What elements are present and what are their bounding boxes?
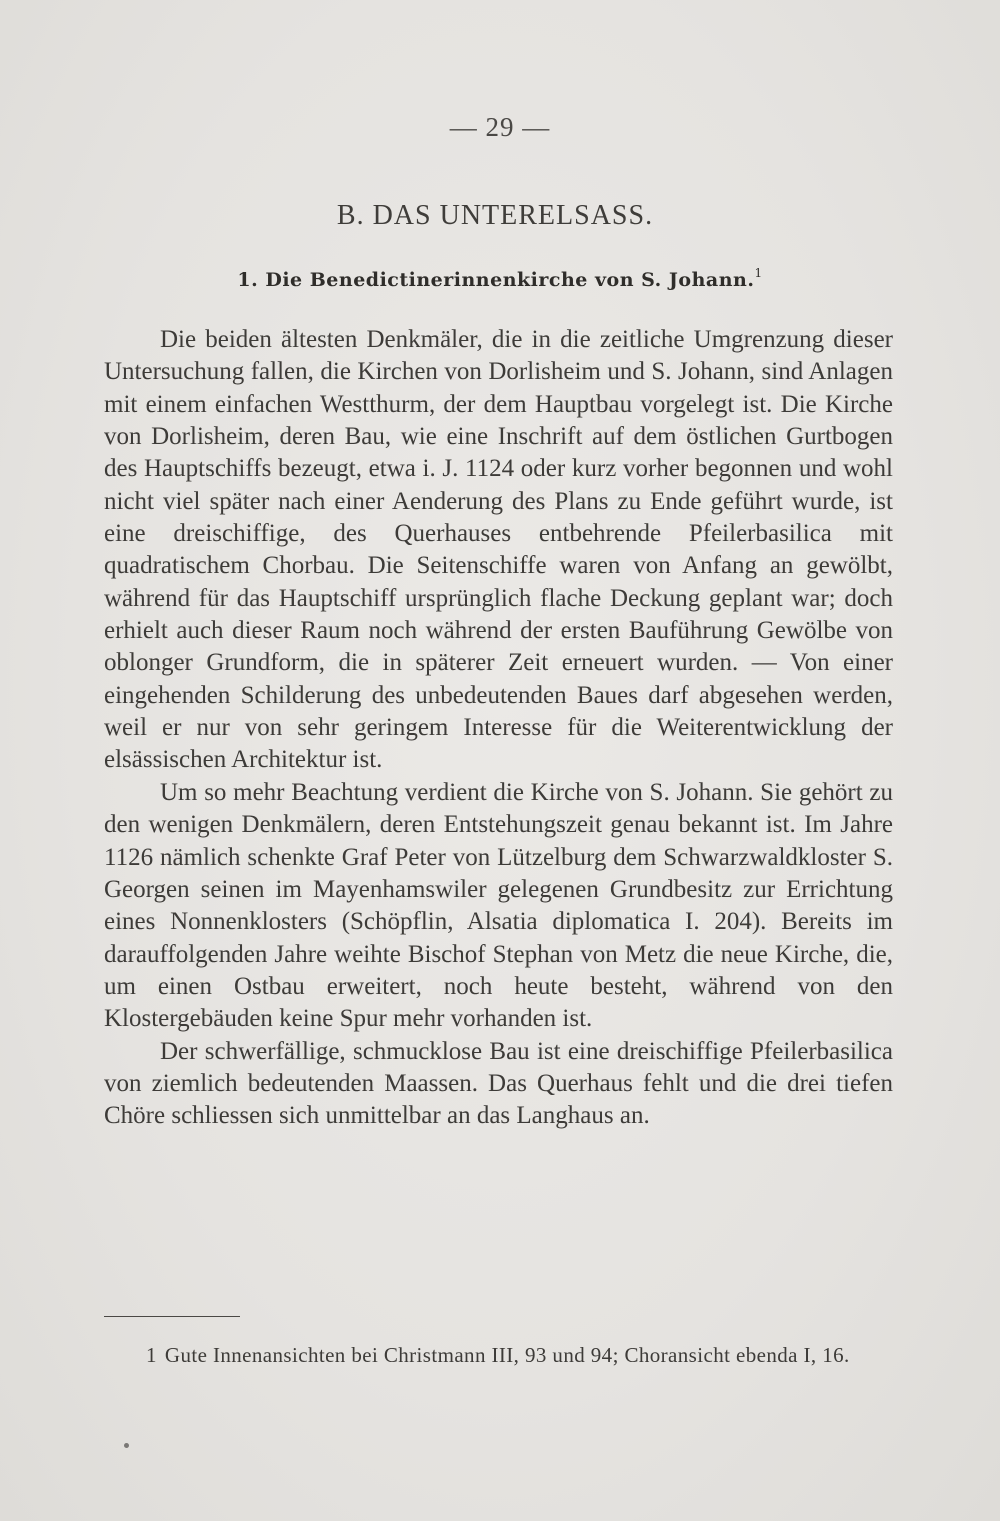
sub-heading	[0, 266, 1000, 291]
section-heading: B. DAS UNTERELSASS.	[336, 200, 654, 231]
footnote	[104, 1342, 893, 1369]
body-text	[104, 324, 893, 1133]
page-number: — 29 —	[449, 112, 551, 142]
sub-heading-text: 1. Die Benedictinerinnenkirche von S. Johann.	[237, 269, 755, 291]
paragraph: Die beiden ältesten Denkmäler, die in die zeitliche Umgrenzung dieser Untersuchung fallen, die Kirchen von Dorlisheim und S. Johann, sind Anlagen mit einem einfachen Westthurm, der dem Hauptbau vorgelegt ist. Die Kirche von Dorlisheim, deren Bau, wie eine Inschrift auf dem östlichen Gurtbogen des Hauptschiffs bezeugt, etwa i. J. 1124 oder kurz vorher begonnen und wohl nicht viel später nach einer Aenderung des Plans zu Ende geführt wurde, ist eine dreischiffige, des Querhauses entbehrende Pfeilerbasilica mit quadratischem Chorbau. Die Seitenschiffe waren von Anfang an gewölbt, während für das Hauptschiff ursprünglich flache Deckung geplant war; doch erhielt auch dieser Raum noch während der ersten Bauführung Gewölbe von oblonger Grundform, die in späterer Zeit erneuert wurden. — Von einer eingehenden Schilderung des unbedeutenden Baues darf abgesehen werden, weil er nur von sehr geringem Interesse für die Weiterentwicklung der elsässischen Architektur ist.	[104, 326, 893, 774]
footnote-marker: 1	[146, 1343, 157, 1367]
footnote-reference: 1	[754, 266, 763, 280]
footnote-divider	[104, 1316, 240, 1317]
paper-speck	[124, 1443, 129, 1448]
paragraph: Um so mehr Beachtung verdient die Kirche von S. Johann. Sie gehört zu den wenigen Denkmälern, deren Entstehungszeit genau bekannt ist. Im Jahre 1126 nämlich schenkte Graf Peter von Lützelburg dem Schwarzwaldkloster S. Georgen seinen im Mayenhamswiler gelegenen Grundbesitz zur Errichtung eines Nonnenklosters (Schöpflin, Alsatia diplomatica I. 204). Bereits im darauffolgenden Jahre weihte Bischof Stephan von Metz die neue Kirche, die, um einen Ostbau erweitert, noch heute besteht, während von den Klostergebäuden keine Spur mehr vorhanden ist.	[104, 778, 893, 1033]
paragraph: Der schwerfällige, schmucklose Bau ist eine dreischiffige Pfeilerbasilica von ziemlich bedeutenden Maassen. Das Querhaus fehlt und die drei tiefen Chöre schliessen sich unmittelbar an das Langhaus an.	[104, 1037, 893, 1130]
footnote-text: Gute Innenansichten bei Christmann III, 93 und 94; Choransicht ebenda I, 16.	[164, 1343, 850, 1367]
